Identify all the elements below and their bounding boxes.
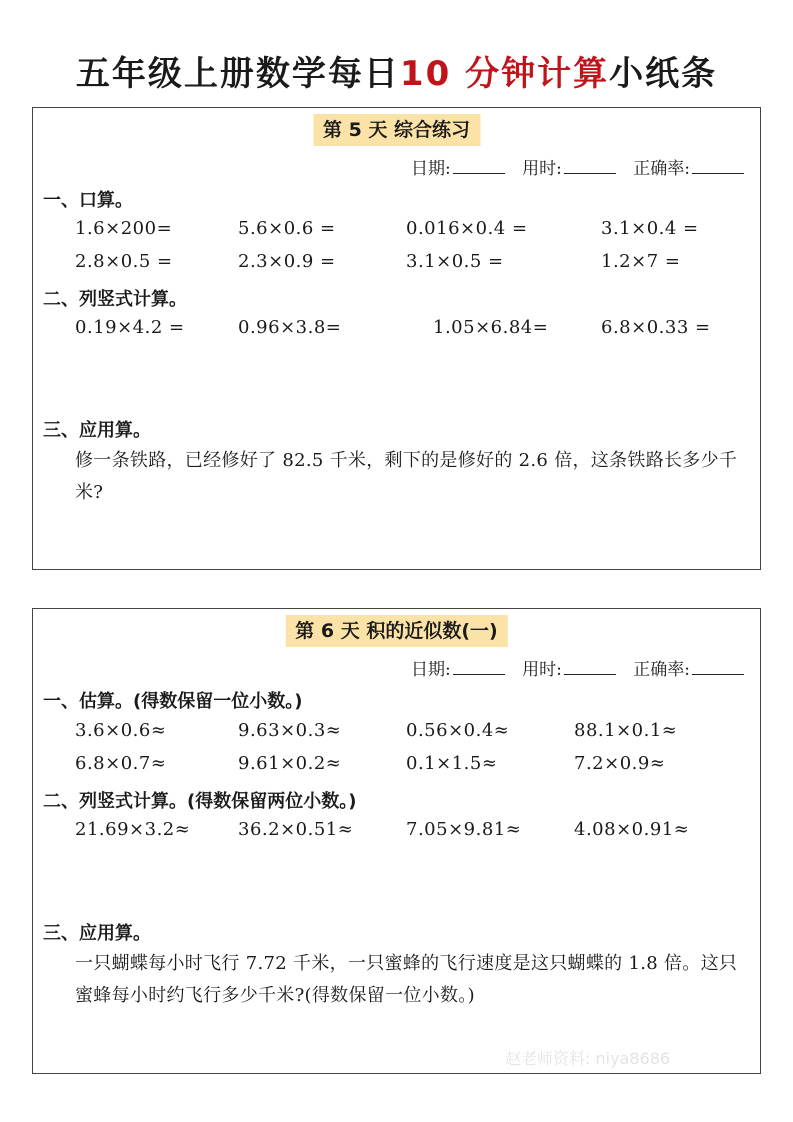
day6-estimate-problem: 9.63×0.3≈ [238, 720, 342, 741]
day6-estimate-problem: 9.61×0.2≈ [238, 753, 342, 774]
accuracy-blank[interactable] [692, 159, 744, 174]
title-highlight-text: 分钟计算 [465, 54, 610, 94]
time-blank[interactable] [564, 159, 616, 174]
day5-oral-problem: 1.2×7 = [601, 251, 681, 272]
day6-vertical-problem: 21.69×3.2≈ [75, 819, 191, 840]
day6-section2-heading [43, 787, 356, 813]
day6-estimate-problem: 88.1×0.1≈ [574, 720, 678, 741]
accuracy-label: 正确率: [633, 660, 690, 680]
day6-vertical-problem: 4.08×0.91≈ [574, 819, 690, 840]
day5-vertical-problem: 6.8×0.33 = [601, 317, 711, 338]
day6-meta [411, 655, 744, 680]
day6-section2-title: 二、列竖式计算。 [43, 791, 187, 812]
title-part1: 五年级上册数学每日 [75, 54, 400, 94]
day5-card [32, 107, 761, 570]
day5-oral-problem: 3.1×0.5 = [406, 251, 504, 272]
day5-vertical-problem: 0.96×3.8= [238, 317, 342, 338]
day6-title: 第 6 天 积的近似数(一) [285, 615, 507, 647]
day5-section3-heading: 三、应用算。 [43, 420, 151, 441]
day6-estimate-problem: 3.6×0.6≈ [75, 720, 167, 741]
day5-title: 第 5 天 综合练习 [313, 114, 480, 146]
day6-section3-heading: 三、应用算。 [43, 923, 151, 944]
day6-estimate-problem: 6.8×0.7≈ [75, 753, 167, 774]
day5-section1-heading: 一、口算。 [43, 190, 133, 211]
day6-vertical-problem: 7.05×9.81≈ [406, 819, 522, 840]
day5-oral-problem: 2.3×0.9 = [238, 251, 336, 272]
day5-oral-problem: 0.016×0.4 = [406, 218, 528, 239]
page-title [0, 52, 793, 96]
title-highlight-num: 10 [399, 54, 452, 94]
date-label: 日期: [410, 660, 451, 680]
day6-vertical-problem: 36.2×0.51≈ [238, 819, 354, 840]
day5-oral-problem: 1.6×200= [75, 218, 173, 239]
date-blank[interactable] [453, 660, 505, 675]
time-blank[interactable] [564, 660, 616, 675]
date-blank[interactable] [453, 159, 505, 174]
date-label: 日期: [410, 159, 451, 179]
day5-vertical-problem: 1.05×6.84= [433, 317, 549, 338]
day6-section1-title: 一、估算。 [43, 691, 133, 712]
day6-estimate-problem: 0.1×1.5≈ [406, 753, 498, 774]
day5-word-problem: 修一条铁路，已经修好了 82.5 千米，剩下的是修好的 2.6 倍，这条铁路长多少千米? [75, 450, 738, 503]
day5-vertical-problem: 0.19×4.2 = [75, 317, 185, 338]
watermark: 赵老师资料: niya8686 [505, 1049, 671, 1068]
day6-card [32, 608, 761, 1074]
time-label: 用时: [522, 159, 562, 179]
day5-section2-heading: 二、列竖式计算。 [43, 289, 187, 310]
day5-oral-problem: 5.6×0.6 = [238, 218, 336, 239]
day6-estimate-problem: 0.56×0.4≈ [406, 720, 510, 741]
day5-oral-problem: 2.8×0.5 = [75, 251, 173, 272]
day5-oral-problem: 3.1×0.4 = [601, 218, 699, 239]
title-part2: 小纸条 [609, 54, 718, 94]
time-label: 用时: [522, 660, 562, 680]
day6-section1-heading [43, 687, 302, 713]
accuracy-label: 正确率: [633, 159, 690, 179]
day6-estimate-problem: 7.2×0.9≈ [574, 753, 666, 774]
day6-section2-note: (得数保留两位小数。) [187, 791, 357, 812]
day6-section1-note: (得数保留一位小数。) [133, 691, 303, 712]
day5-meta [411, 154, 744, 179]
accuracy-blank[interactable] [692, 660, 744, 675]
day6-word-problem: 一只蝴蝶每小时飞行 7.72 千米，一只蜜蜂的飞行速度是这只蝴蝶的 1.8 倍。这只蜜蜂每小时约飞行多少千米?(得数保留一位小数。) [75, 953, 738, 1006]
